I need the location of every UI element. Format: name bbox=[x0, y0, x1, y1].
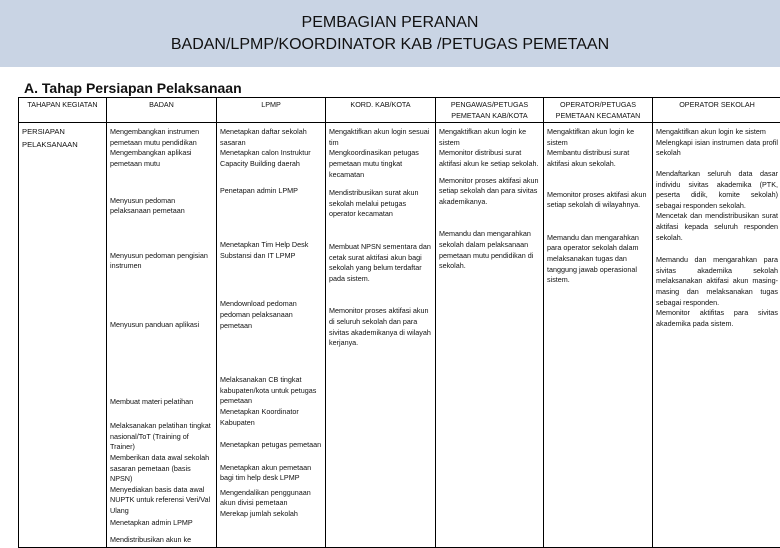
kord-item: Mengaktifkan akun login sesuai tim bbox=[329, 124, 432, 148]
section-heading: A. Tahap Persiapan Pelaksanaan bbox=[24, 79, 242, 97]
kord-item: Memonitor proses aktifasi akun di seluruh sekolah dan para sivitas akademikanya di wilayah kerjanya. bbox=[329, 306, 432, 348]
lpmp-item: Mendownload pedoman pedoman pelaksanaan pemetaan bbox=[220, 299, 322, 331]
pengawas-item: Memandu dan mengarahkan sekolah dalam pelaksanaan pemetaan mutu pendidikan di sekolah. bbox=[439, 229, 540, 271]
badan-item: Menyediakan basis data awal NUPTK untuk referensi Veri/Val Ulang bbox=[110, 485, 213, 517]
badan-item: Mengembangkan instrumen pemetaan mutu pendidikan bbox=[110, 124, 213, 148]
badan-item: Menetapkan admin LPMP bbox=[110, 518, 213, 529]
table-header-row bbox=[19, 98, 780, 123]
lpmp-item: Menetapkan petugas pemetaan bbox=[220, 440, 322, 451]
stage-line-2: PELAKSANAAN bbox=[22, 140, 103, 150]
kord-item: Mendistribusikan surat akun sekolah melalui petugas operator kecamatan bbox=[329, 188, 432, 220]
header-tahapan: TAHAPAN KEGIATAN bbox=[19, 98, 107, 123]
header-lpmp: LPMP bbox=[217, 98, 326, 123]
operator-sekolah-item: Memonitor aktifitas para sivitas akademika pada sistem. bbox=[656, 308, 778, 329]
badan-cell bbox=[107, 123, 217, 547]
pengawas-item: Mengaktifkan akun login ke sistem bbox=[439, 124, 540, 148]
operator-kecamatan-item: Memonitor proses aktifasi akun setiap sekolah di wilayahnya. bbox=[547, 190, 649, 211]
operator-kecamatan-item: Membantu distribusi surat aktifasi akun sekolah. bbox=[547, 148, 649, 169]
lpmp-item: Menetapkan calon Instruktur Capacity Building daerah bbox=[220, 148, 322, 169]
operator-sekolah-cell bbox=[653, 123, 780, 547]
title-banner bbox=[0, 0, 780, 67]
badan-item: Menyusun pedoman pelaksanaan pemetaan bbox=[110, 196, 213, 217]
pengawas-item: Memonitor proses aktifasi akun setiap sekolah dan para sivitas akademikanya. bbox=[439, 176, 540, 208]
kord-cell bbox=[326, 123, 436, 547]
stage-cell bbox=[19, 123, 107, 547]
lpmp-item: Menetapkan Tim Help Desk Substansi dan IT LPMP bbox=[220, 240, 322, 261]
lpmp-item: Menetapkan akun pemetaan bagi tim help desk LPMP bbox=[220, 463, 322, 484]
kord-item: Membuat NPSN sementara dan cetak surat aktifasi akun bagi sekolah yang belum terdaftar pada sistem. bbox=[329, 242, 432, 284]
operator-sekolah-item: Mencetak dan mendistribusikan surat aktifasi kepada seluruh responden sekolah. bbox=[656, 211, 778, 243]
role-table bbox=[18, 97, 780, 548]
operator-kecamatan-item: Memandu dan mengarahkan para operator sekolah dalam melaksanakan tugas dan tanggung jawab operasional sistem. bbox=[547, 233, 649, 286]
badan-item: Mengembangkan aplikasi pemetaan mutu bbox=[110, 148, 213, 169]
operator-kecamatan-item: Mengaktifkan akun login ke sistem bbox=[547, 124, 649, 148]
operator-sekolah-item: Memandu dan mengarahkan para sivitas akademika sekolah melaksanakan aktifasi akun masing-masing dan melaksanakan tugas sebagai responden. bbox=[656, 255, 778, 308]
header-operator-kecamatan: OPERATOR/PETUGAS PEMETAAN KECAMATAN bbox=[544, 98, 653, 123]
badan-item: Menyusun panduan aplikasi bbox=[110, 320, 213, 331]
lpmp-item: Menetapkan Koordinator Kabupaten bbox=[220, 407, 322, 428]
badan-item: Menyusun pedoman pengisian instrumen bbox=[110, 251, 213, 272]
operator-kecamatan-cell bbox=[544, 123, 653, 547]
lpmp-item: Melaksanakan CB tingkat kabupaten/kota untuk petugas pemetaan bbox=[220, 375, 322, 407]
lpmp-item: Merekap jumlah sekolah bbox=[220, 509, 322, 520]
lpmp-item: Menetapkan daftar sekolah sasaran bbox=[220, 124, 322, 148]
pengawas-cell bbox=[436, 123, 544, 547]
badan-item: Membuat materi pelatihan bbox=[110, 397, 213, 408]
header-operator-sekolah: OPERATOR SEKOLAH bbox=[653, 98, 780, 123]
operator-sekolah-item: Mendaftarkan seluruh data dasar individu sivitas akademika (PTK, peserta didik, komite sekolah) sebagai responden sekolah. bbox=[656, 169, 778, 211]
badan-item: Memberikan data awal sekolah sasaran pemetaan (basis NPSN) bbox=[110, 453, 213, 485]
title-line-1: PEMBAGIAN PERANAN bbox=[0, 0, 780, 34]
operator-sekolah-item: Melengkapi isian instrumen data profil sekolah bbox=[656, 138, 778, 159]
badan-item: Melaksanakan pelatihan tingkat nasional/ToT (Training of Trainer) bbox=[110, 421, 213, 453]
header-badan: BADAN bbox=[107, 98, 217, 123]
table-row bbox=[19, 123, 780, 547]
stage-line-1: PERSIAPAN bbox=[22, 124, 103, 140]
title-line-2: BADAN/LPMP/KOORDINATOR KAB /PETUGAS PEMETAAN bbox=[0, 34, 780, 56]
header-kord-kab-kota: KORD. KAB/KOTA bbox=[326, 98, 436, 123]
lpmp-cell bbox=[217, 123, 326, 547]
kord-item: Mengkoordinasikan petugas pemetaan mutu tingkat kecamatan bbox=[329, 148, 432, 180]
badan-item: Mendistribusikan akun ke bbox=[110, 535, 213, 546]
operator-sekolah-item: Mengaktifkan akun login ke sistem bbox=[656, 124, 778, 138]
lpmp-item: Mengendalikan penggunaan akun divisi pemetaan bbox=[220, 488, 322, 509]
header-pengawas: PENGAWAS/PETUGAS PEMETAAN KAB/KOTA bbox=[436, 98, 544, 123]
lpmp-item: Penetapan admin LPMP bbox=[220, 186, 322, 197]
pengawas-item: Memonitor distribusi surat aktifasi akun ke setiap sekolah. bbox=[439, 148, 540, 169]
